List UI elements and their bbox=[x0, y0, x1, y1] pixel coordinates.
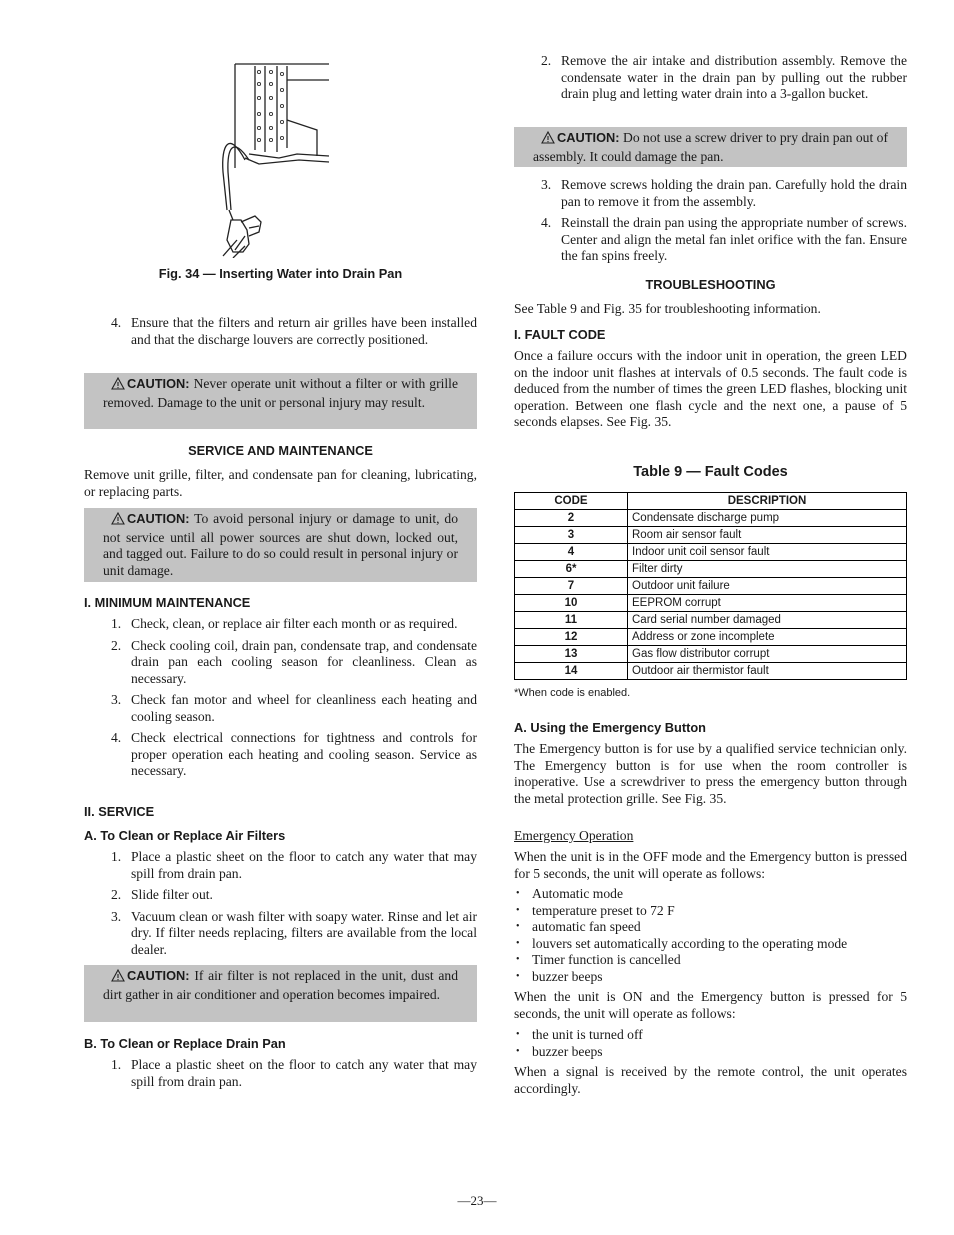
bullet-item: • the unit is turned off bbox=[514, 1027, 907, 1044]
description-cell: Room air sensor fault bbox=[628, 527, 907, 544]
subsection-heading: I. MINIMUM MAINTENANCE bbox=[84, 595, 251, 610]
list-text: Check cooling coil, drain pan, condensate trap, and condensate drain pan each cooling season for cleanliness. Clean as necessary. bbox=[131, 637, 477, 686]
paragraph: When a signal is received by the remote control, the unit operates accordingly. bbox=[514, 1064, 907, 1096]
list-number: 1. bbox=[111, 1057, 122, 1072]
description-cell: Filter dirty bbox=[628, 561, 907, 578]
list-item bbox=[84, 909, 477, 959]
install-step-list bbox=[84, 315, 477, 348]
list-number: 2. bbox=[111, 887, 122, 902]
subsection-heading: B. To Clean or Replace Drain Pan bbox=[84, 1036, 286, 1051]
list-number: 4. bbox=[111, 730, 122, 745]
list-text: Vacuum clean or wash filter with soapy water. Rinse and let air dry. If filter needs replacing, filters are available from the local dealer. bbox=[131, 908, 477, 957]
table-header-row bbox=[515, 493, 907, 510]
description-cell: Outdoor air thermistor fault bbox=[628, 663, 907, 680]
on-mode-bullet-list bbox=[514, 1027, 907, 1060]
drain-pan-figure bbox=[219, 60, 334, 258]
code-cell: 2 bbox=[515, 510, 628, 527]
caution-label: CAUTION: bbox=[557, 130, 620, 145]
warning-icon bbox=[111, 512, 125, 530]
caution-box bbox=[84, 508, 477, 582]
code-cell: 3 bbox=[515, 527, 628, 544]
drain-pan-illustration bbox=[219, 60, 334, 258]
caution-text: Never operate unit without a filter or with grille removed. Damage to the unit or personal injury may result. bbox=[103, 376, 458, 410]
bullet-item: • Timer function is cancelled bbox=[514, 952, 907, 969]
off-mode-bullet-list bbox=[514, 886, 907, 985]
list-item bbox=[84, 887, 477, 904]
list-text: Check fan motor and wheel for cleanliness each heating and cooling season. bbox=[131, 692, 477, 724]
code-cell: 11 bbox=[515, 612, 628, 629]
section-heading: SERVICE AND MAINTENANCE bbox=[188, 443, 373, 458]
list-item bbox=[514, 177, 907, 210]
list-number: 1. bbox=[111, 616, 122, 631]
description-cell: Card serial number damaged bbox=[628, 612, 907, 629]
list-text: Check electrical connections for tightness and controls for proper operation each heating and cooling season. Service as necessary. bbox=[131, 730, 477, 778]
list-text: Ensure that the filters and return air grilles have been installed and that the discharge louvers are correctly positioned. bbox=[131, 315, 477, 347]
paragraph: When the unit is in the OFF mode and the Emergency button is pressed for 5 seconds, the unit will operate as follows: bbox=[514, 849, 907, 881]
caution-box bbox=[514, 127, 907, 167]
list-text: Place a plastic sheet on the floor to catch any water that may spill from drain pan. bbox=[131, 1057, 477, 1089]
caution-box bbox=[84, 373, 477, 429]
caution-label: CAUTION: bbox=[127, 968, 190, 983]
list-text: Slide filter out. bbox=[131, 887, 213, 902]
paragraph: Remove unit grille, filter, and condensate pan for cleaning, lubricating, or replacing parts. bbox=[84, 467, 477, 499]
code-cell: 7 bbox=[515, 578, 628, 595]
list-text: Place a plastic sheet on the floor to catch any water that may spill from drain pan. bbox=[131, 849, 477, 881]
code-cell: 10 bbox=[515, 595, 628, 612]
list-number: 2. bbox=[541, 53, 552, 68]
list-item bbox=[84, 315, 477, 348]
drain-steps-list bbox=[514, 53, 907, 103]
column-header: DESCRIPTION bbox=[628, 493, 907, 510]
warning-icon bbox=[541, 131, 555, 149]
page-number: —23— bbox=[457, 1193, 497, 1208]
description-cell: Gas flow distributor corrupt bbox=[628, 646, 907, 663]
table-title: Table 9 — Fault Codes bbox=[633, 464, 788, 480]
list-item bbox=[84, 638, 477, 688]
list-item bbox=[84, 730, 477, 780]
list-number: 3. bbox=[111, 908, 122, 924]
bullet-item: • buzzer beeps bbox=[514, 1044, 907, 1061]
subsection-heading: A. Using the Emergency Button bbox=[514, 720, 706, 735]
bullet-item: • louvers set automatically according to the operating mode bbox=[514, 936, 907, 953]
table-row bbox=[515, 612, 907, 629]
list-number: 2. bbox=[111, 637, 122, 653]
list-item bbox=[514, 215, 907, 265]
section-heading: TROUBLESHOOTING bbox=[645, 277, 776, 292]
table-footnote: *When code is enabled. bbox=[514, 687, 631, 699]
table-row bbox=[515, 646, 907, 663]
table-row bbox=[515, 629, 907, 646]
code-cell: 4 bbox=[515, 544, 628, 561]
list-item bbox=[84, 616, 477, 633]
list-text: Reinstall the drain pan using the appropriate number of screws. Center and align the metal fan inlet orifice with the fan. Ensure the fan spins freely. bbox=[561, 215, 907, 263]
fault-codes-table bbox=[514, 492, 907, 680]
list-text: Remove the air intake and distribution assembly. Remove the condensate water in the drain pan by pulling out the rubber drain plug and letting water drain into a 3-gallon bucket. bbox=[561, 53, 907, 101]
subsection-heading: I. FAULT CODE bbox=[514, 327, 606, 342]
figure-caption: Fig. 34 — Inserting Water into Drain Pan bbox=[158, 266, 403, 281]
table-row bbox=[515, 561, 907, 578]
bullet-item: • Automatic mode bbox=[514, 886, 907, 903]
warning-icon bbox=[111, 377, 125, 395]
paragraph: The Emergency button is for use by a qualified service technician only. The Emergency button is for use when the room controller is inoperative. Use a screwdriver to press the emergency button through the metal protection grille. See Fig. 35. bbox=[514, 741, 907, 806]
caution-text: Do not use a screw driver to pry drain pan out of assembly. It could damage the pan. bbox=[533, 130, 888, 164]
list-number: 4. bbox=[111, 315, 122, 330]
table-row bbox=[515, 544, 907, 561]
table-row bbox=[515, 595, 907, 612]
description-cell: Address or zone incomplete bbox=[628, 629, 907, 646]
paragraph: Once a failure occurs with the indoor unit in operation, the green LED on the indoor unit flashes at intervals of 0.5 seconds. The fault code is deduced from the number of times the green LED flashes, blocking unit operation. Between one flash cycle and the next one, a pause of 5 seconds elapses. See Fig. 35. bbox=[514, 348, 907, 429]
list-item bbox=[514, 53, 907, 103]
warning-icon bbox=[111, 969, 125, 987]
bullet-item: • temperature preset to 72 F bbox=[514, 903, 907, 920]
description-cell: EEPROM corrupt bbox=[628, 595, 907, 612]
code-cell: 14 bbox=[515, 663, 628, 680]
caution-text: To avoid personal injury or damage to unit, do not service until all power sources are shut down, locked out, and tagged out. Failure to do so could result in personal injury or unit damage. bbox=[103, 511, 458, 578]
paragraph: See Table 9 and Fig. 35 for troubleshooting information. bbox=[514, 301, 821, 316]
table-row bbox=[515, 578, 907, 595]
code-cell: 13 bbox=[515, 646, 628, 663]
description-cell: Outdoor unit failure bbox=[628, 578, 907, 595]
paragraph: When the unit is ON and the Emergency button is pressed for 5 seconds, the unit will operate as follows: bbox=[514, 989, 907, 1021]
emergency-operation-heading: Emergency Operation bbox=[514, 828, 634, 843]
list-number: 4. bbox=[541, 215, 552, 230]
list-item bbox=[84, 849, 477, 882]
code-cell: 6* bbox=[515, 561, 628, 578]
code-cell: 12 bbox=[515, 629, 628, 646]
caution-box bbox=[84, 965, 477, 1022]
list-item bbox=[84, 692, 477, 725]
filter-steps-list bbox=[84, 849, 477, 958]
caution-text: If air filter is not replaced in the unit, dust and dirt gather in air conditioner and operation becomes impaired. bbox=[103, 968, 458, 1002]
table-row bbox=[515, 510, 907, 527]
list-number: 3. bbox=[111, 692, 122, 707]
subsection-heading: II. SERVICE bbox=[84, 804, 155, 819]
drain-steps-list bbox=[514, 177, 907, 265]
column-header: CODE bbox=[515, 493, 628, 510]
description-cell: Indoor unit coil sensor fault bbox=[628, 544, 907, 561]
table-row bbox=[515, 527, 907, 544]
list-text: Check, clean, or replace air filter each month or as required. bbox=[131, 616, 458, 631]
bullet-item: • buzzer beeps bbox=[514, 969, 907, 986]
maintenance-list bbox=[84, 616, 477, 780]
caution-label: CAUTION: bbox=[127, 376, 190, 391]
table-row bbox=[515, 663, 907, 680]
drain-steps-list bbox=[84, 1057, 477, 1090]
subsection-heading: A. To Clean or Replace Air Filters bbox=[84, 828, 286, 843]
list-text: Remove screws holding the drain pan. Carefully hold the drain pan to remove it from the assembly. bbox=[561, 177, 907, 209]
bullet-item: • automatic fan speed bbox=[514, 919, 907, 936]
list-number: 1. bbox=[111, 849, 122, 864]
caution-label: CAUTION: bbox=[127, 511, 190, 526]
list-item bbox=[84, 1057, 477, 1090]
list-number: 3. bbox=[541, 177, 552, 192]
description-cell: Condensate discharge pump bbox=[628, 510, 907, 527]
